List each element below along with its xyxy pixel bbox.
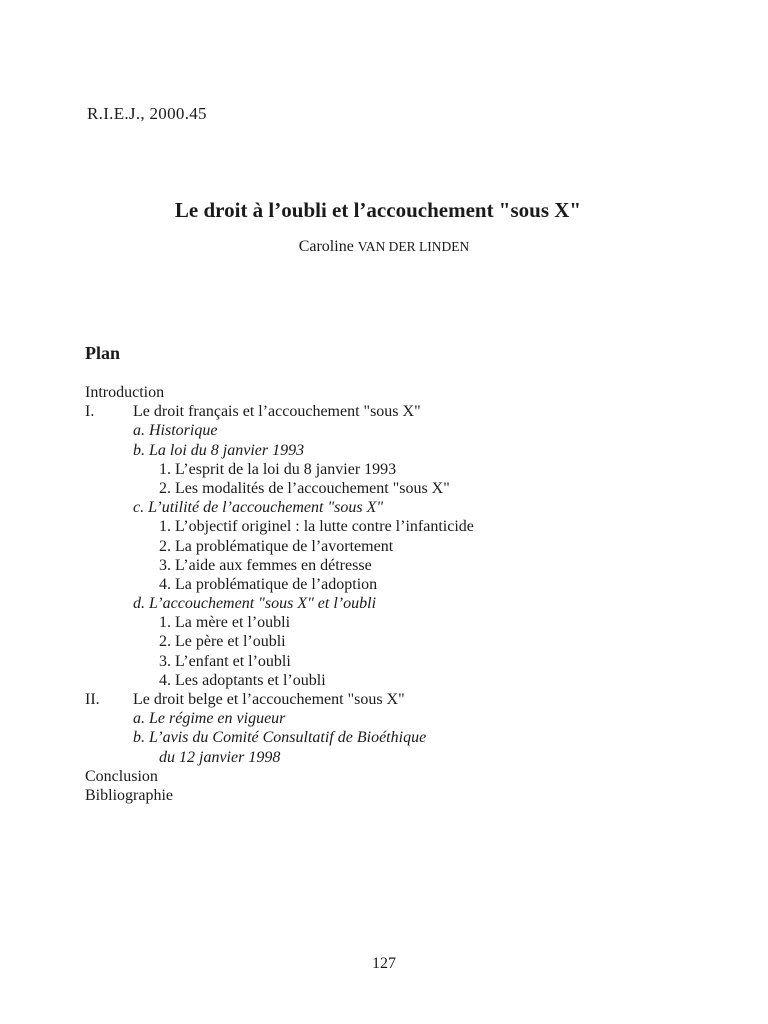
toc-part-1-c-4: 4. La problématique de l’adoption <box>159 575 378 593</box>
journal-reference: R.I.E.J., 2000.45 <box>87 104 207 123</box>
toc-part-2-number: II. <box>85 691 100 708</box>
toc-part-1-d-4: 4. Les adoptants et l’oubli <box>159 671 326 689</box>
toc-conclusion: Conclusion <box>85 767 158 785</box>
toc-part-2-b-continued: du 12 janvier 1998 <box>159 748 281 766</box>
author-name <box>0 238 768 256</box>
toc-part-2 <box>85 690 474 709</box>
toc-part-1-number: I. <box>85 403 95 421</box>
toc-part-1-c: c. L’utilité de l’accouchement "sous X" <box>133 499 384 517</box>
toc-part-1-b-1: 1. L’esprit de la loi du 8 janvier 1993 <box>159 460 397 478</box>
table-of-contents <box>85 383 474 805</box>
article-title-text: Le droit à l’oubli et l’accouchement "sous X" <box>174 198 582 222</box>
toc-part-1-d: d. L’accouchement "sous X" et l’oubli <box>133 595 377 613</box>
toc-part-1-d-1: 1. La mère et l’oubli <box>159 614 291 632</box>
toc-part-2-a: a. Le régime en vigueur <box>133 710 286 728</box>
toc-bibliography: Bibliographie <box>85 786 173 804</box>
author-first-name: Caroline <box>298 238 354 255</box>
toc-part-1-c-3: 3. L’aide aux femmes en détresse <box>159 556 372 574</box>
toc-part-1-label: Le droit français et l’accouchement "sous X" <box>133 403 421 421</box>
toc-part-1-b-2: 2. Les modalités de l’accouchement "sous X" <box>159 479 450 497</box>
page-number: 127 <box>372 955 396 972</box>
toc-introduction: Introduction <box>85 384 165 401</box>
toc-part-2-label: Le droit belge et l’accouchement "sous X" <box>133 691 405 708</box>
toc-part-2-b: b. L’avis du Comité Consultatif de Bioéthique <box>133 729 427 747</box>
author-last-name: VAN DER LINDEN <box>357 239 470 254</box>
toc-part-1-d-3: 3. L’enfant et l’oubli <box>159 652 291 670</box>
article-title <box>0 198 768 223</box>
plan-heading: Plan <box>85 343 121 363</box>
toc-part-1-d-2: 2. Le père et l’oubli <box>159 633 286 651</box>
toc-part-1 <box>85 402 474 421</box>
toc-part-1-c-2: 2. La problématique de l’avortement <box>159 537 394 555</box>
toc-part-1-a: a. Historique <box>133 422 218 440</box>
toc-part-1-b: b. La loi du 8 janvier 1993 <box>133 441 305 459</box>
toc-part-1-c-1: 1. L’objectif originel : la lutte contre l’infanticide <box>159 518 474 536</box>
